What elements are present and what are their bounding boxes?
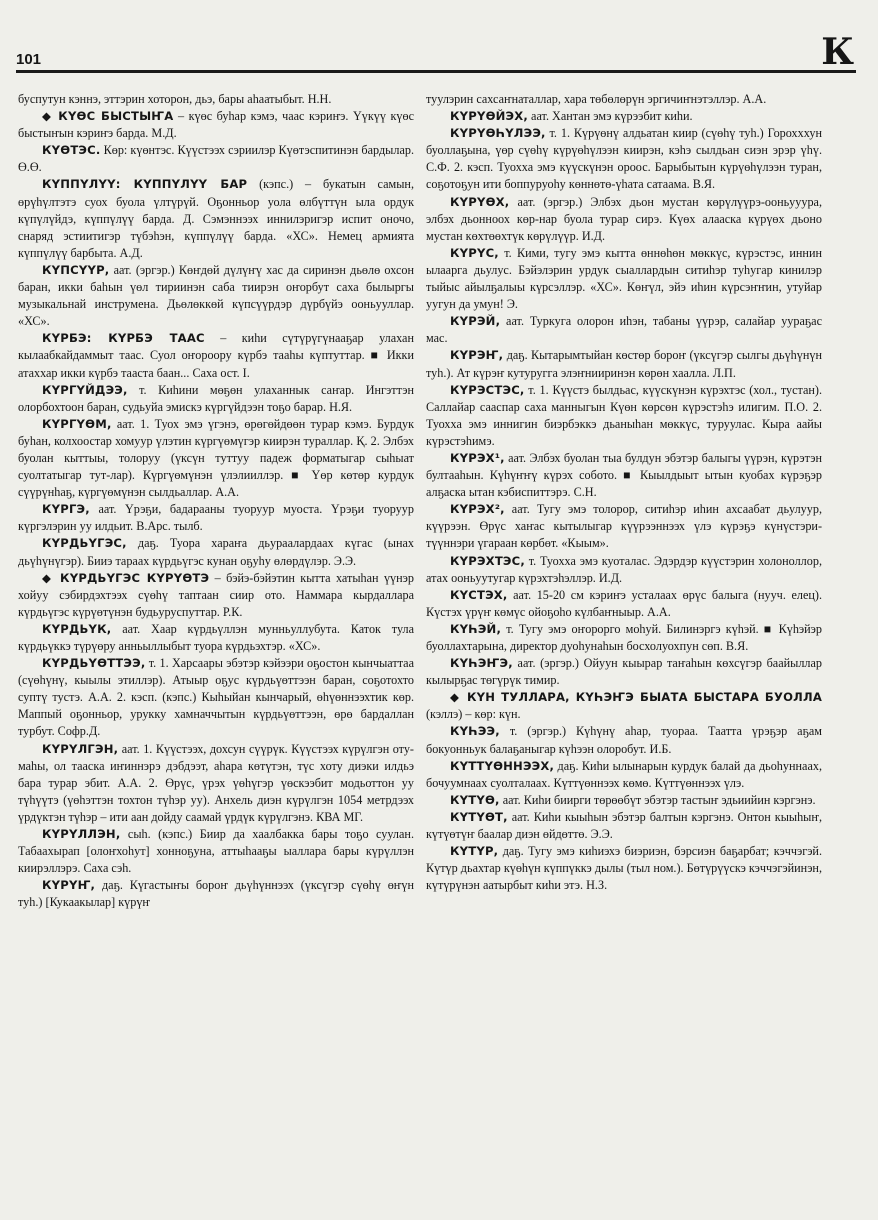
entry-definition: аат. 15-20 см кэриҥэ усталаах өрүс балыга (нууч. елец). Күстэх үрүҥ көмүс ойоҕоһо күлбаҥныыр. А.А. [426,587,822,619]
entry-headword: КҮТҮӨ, [450,792,500,807]
entry-headword: КҮРҮЛГЭН, [42,741,119,756]
dictionary-entry [426,553,822,587]
entry-headword: КҮСТЭХ, [450,587,508,602]
entry-definition: сыһ. (кэпс.) Биир да хаалбакка бары тоҕо суулан. Табаахырап [олоҥхоһут] хонноҕуна, аттыһааҕы ыаллара бары күрүллэн киирэллэрэ. Саха сэһ. [18,827,414,876]
entry-headword: КҮППҮЛҮҮ: КҮППҮЛҮҮ БАР [42,177,248,192]
entry-definition: аат. 1. Күүстээх, дохсун сүүрүк. Күүстээх күрүлгэн оту-маһы, ол тааска иҥиннэрэ дэбдээт, аһара көтүтэн, түс хоту диэки илдьэ бара турар эбит. А.А. 2. Өрүс, үрэх үөһүгэр үөскээбит модьоттон уу түһүүтэ (үөһэттэн тохтон түһэр уу). Анхель диэн күрүлгэн 1054 метрдээх үрдүктэн түһэр – ити аан дойду саамай үрдүк күрүлгэнэ. КВА МГ. [18,741,414,824]
dictionary-entry [18,826,414,877]
entry-definition: т. 1. Күүстэ былдьас, күүскүнэн күрэхтэс (хол., тустан). Саллайар сааспар саха манныгын Күөн көрсөн күрэстэһэ илигим. П.О. 2. Туохха эмэ иннигин биэрбэккэ дьаныһан мөккүс, туруулас. Кыра аайы күрэстэһимэ. [426,382,822,448]
dictionary-entry [18,501,414,535]
dictionary-entry [426,313,822,347]
entry-definition: т. Туохха эмэ куоталас. Эдэрдэр күүстэрин холоноллор, атах ооньуутугар күрэхтэһэллэр. И.Д. [426,553,822,585]
entry-definition: – киһи сүтүрүгүнааҕар улахан кылаабкайдаммыт таас. Суол оҥороору күрбэ тааһы күптуттар. ■ Икки атаххар икки күрбэ тааста баан... Саха ост. I. [18,331,414,380]
dictionary-entry [426,125,822,193]
entry-definition: даҕ. Туора хараҥа дьураалардаах күгас (ынах дьүһүнүгэр). Бииэ тараах күрдьүгэс кунан оҕуһу өлөрдүлэр. Э.Э. [18,536,414,568]
entry-definition: туулэрин сахсаҥнаталлар, хара төбөлөрүн эргичиҥнэтэллэр. А.А. [426,92,767,106]
entry-headword: КҮҺЭЭ, [450,724,500,739]
entry-definition: т. Тугу эмэ оҥорорго моһуй. Билинэргэ күһэй. ■ Күһэйэр буоллахтарына, директор дуоһунаһын босхолуохпун сөп. В.Я. [426,621,822,653]
entry-headword: КҮРҮҤ, [42,878,96,893]
dictionary-entry [426,194,822,245]
dictionary-entry [426,809,822,843]
dictionary-entry [18,382,414,416]
entry-definition: аат. Тугу эмэ толорор, ситиһэр иһин ахсаабат дьулуур, күүрээн. Өрүс хаҥас кытылыгар күүрээннээх үлэ күрэҕэ күнүстэри-түүннэри үгараан көрбөт. «Кыым». [426,502,822,551]
dictionary-entry [18,570,414,621]
entry-headword: ◆ КҮРДЬҮГЭС КҮРҮӨТЭ [42,570,210,585]
entry-headword: КҮРҮӨҺҮЛЭЭ, [450,126,546,141]
dictionary-entry [18,108,414,142]
entry-headword: КҮРҮЛЛЭН, [42,827,121,842]
entry-definition: аат. Туркуга олорон иһэн, табаны үүрэр, салайар уураҕас мас. [426,314,822,346]
entry-definition: т. (эргэр.) Күһүнү аһар, туораа. Таатта үрэҕэр аҕам бокуонньук балаҕаныгар күһээн олоробут. И.Б. [426,724,822,756]
dictionary-entry [18,330,414,381]
entry-headword: ◆ КҮН ТУЛЛАРА, КҮҺЭҤЭ БЫАТА БЫСТАРА БУОЛЛА [450,690,822,705]
entry-definition: аат. Үрэҕи, бадарааны туоруур муоста. Үрэҕи туоруур күргэлэрин уу илдьит. В.Арс. тылб. [18,502,414,534]
entry-definition: аат. Киһи кыыһын эбэтэр балтын кэргэнэ. Онтон кыыһыҥ, күтүөтүҥ баалар диэн өйдөттө. Э.Э. [426,809,822,842]
entry-definition: аат. (эргэр.) Ойуун кыырар таҥаһын көхсүгэр баайыллар кылырҕас төгүрүк тимир. [426,656,822,688]
entry-definition: т. Кими, тугу эмэ кытта өннөһөн мөккүс, күрэстэс, иннин ылаарга дьулус. Бэйэлэрин урдук сыаллардын ситиһэр туһугар кинилэр тыйыс айылҕалыы күрсэллэр. «ХС». Көҥүл, эйэ иһин күрсэҥҥин, утуйар уугун да умун! Э. [426,245,822,312]
entry-definition: аат. Киһи биирги төрөөбүт эбэтэр тастыҥ эдьиийин кэргэнэ. [499,792,816,807]
entry-definition: аат. (эргэр.) Элбэх дьон мустан көрүлүүрэ-ооньууура, элбэх дьонноох көр-нар буола турар сирэ. Күөх алааска күрүөх дьоно мустан көхтөөхтүк көрүлүүр. И.Д. [426,194,822,243]
dictionary-entry [426,91,822,108]
entry-headword: КҮТҮӨТ, [450,809,508,824]
entry-headword: КҮТТҮӨННЭЭХ, [450,758,555,773]
entry-headword: КҮРДЬҮК, [42,621,112,636]
entry-definition: аат. (эргэр.) Көҥдөй дүлүҥү хас да сиринэн дьөлө охсон баран, икки баһын үөл тириинэн саба тиирэн оҥорбут саха былыргы музыкальнай инструмена. Дьөлөккөй күпсүүрдэр дүрбүйэ ооньууллар. «ХС». [18,262,414,329]
dictionary-entry [426,792,822,809]
dictionary-entry [426,723,822,757]
entry-definition: т. 1. Харсаары эбэтэр кэйээри оҕостон кынчыаттаа (сүөһүнү, кыылы этиллэр). Атыыр оҕус күрдьүөттээн баран, соҕотохто суптү тустэ. А.А. 2. кэсп. (кэпс.) Кыһыйан кынчарый, өһүөннээхтик көр. Маппый оҕонньор, урукку хамначчытын күрдьүөттээн, өрө бардаллан турбут. Софр.Д. [18,656,414,739]
entry-definition: аат. Хантан эмэ күрээбит киһи. [527,109,693,124]
dictionary-entry [426,689,822,723]
entry-headword: КҮРЭХТЭС, [450,553,525,568]
dictionary-entry [426,450,822,501]
entry-headword: КҮРЭЙ, [450,314,501,329]
dictionary-entry [18,416,414,501]
entry-headword: КҮҺЭЙ, [450,621,502,636]
entry-headword: КҮРГҮЙДЭЭ, [42,382,128,397]
dictionary-entry [426,843,822,894]
entry-headword: КҮРДЬҮӨТТЭЭ, [42,656,146,671]
entry-definition: аат. 1. Туох эмэ үгэнэ, өрөгөйдөөн турар кэмэ. Бурдук буһан, колхоостар хомуур үлэтин күргүөмүгэр киирэн тураллар. Қ. 2. Элбэх буолан кыттыы, толоруу (үксүн туттуу падеж форматыгар сыһыат суолтатыгар тут-лар). Күргүөмүнэн үлэлииллэр. ■ Үөр көтөр курдук сүүрүнһаҕ, күргүөмүнэн сылдьаллар. А.А. [18,416,414,500]
dictionary-entry [426,501,822,552]
dictionary-entry [18,621,414,655]
dictionary-entry [18,262,414,330]
entry-headword: КҮРҮС, [450,245,499,260]
entry-headword: КҮПСҮҮР, [42,262,110,277]
entry-definition: – күөс буһар кэмэ, чаас кэриҥэ. Үүкүү күөс быстыҥын кэриҥэ барда. М.Д. [18,109,415,141]
entry-definition: даҕ. Кытарымтыйан көстөр бороҥ (үксүгэр сылгы дьүһүнүн туһ.). Ат күрэҥ кутуругга элэҥнииринэн көрөн хаалла. Л.П. [426,348,822,380]
dictionary-entry [426,655,822,689]
entry-definition: (кэллэ) – көр: күн. [426,707,521,722]
dictionary-entry [18,741,414,826]
entry-headword: КҮТҮР, [450,844,499,859]
dictionary-entry [18,91,414,108]
dictionary-entry [18,535,414,569]
entry-definition: даҕ. Тугу эмэ киһиэхэ биэриэн, бэрсиэн баҕарбат; кэччэгэй. Күтүр дьахтар күөһүн күппүккэ дылы (тыл ном.). Бөтүрүүскэ кэччэгэйинэн, күтүрүнэн аатырбыт киһи этэ. Н.З. [426,844,822,893]
dictionary-entry [426,587,822,621]
entry-headword: КҮРДЬҮГЭС, [42,536,127,551]
right-column [426,91,822,894]
left-column [18,91,414,912]
entry-headword: КҮРЭХ¹, [450,450,505,465]
dictionary-entry [18,142,414,176]
entry-definition: даҕ. Киһи ылынарын курдук балай да дьоһуннаах, бочуумнаах суолталаах. Күттүөннээх көмө. Күттүөннээх үлэ. [426,758,822,790]
entry-headword: КҮРЭҤ, [450,348,504,363]
entry-definition: т. 1. Күрүөнү алдьатан киир (сүөһү туһ.) Горохххун буоллаҕына, үөр сүөһү күрүөһүлээн киирэн, кэһэ сылдьан сиэн эрэр үһү. С.Ф. 2. кэсп. Туохха эмэ күүскүнэн ороос. Барыбытын күрүөһүлээн туран, соҕотоҕун ити боппуруоһу көннөтө-үһата сатаама. В.Я. [426,126,822,192]
entry-headword: КҮҺЭҤЭ, [450,656,513,671]
entry-headword: КҮРГЭ, [42,502,90,517]
entry-headword: КҮРЭСТЭС, [450,382,525,397]
dictionary-entry [426,108,822,125]
entry-headword: КҮРГҮӨМ, [42,416,112,431]
entry-definition: (кэпс.) – букатын самын, өрүһүлтэтэ суох буола үлтүрүй. Оҕонньор уола өлбүттүн ыла ордук күпүлүйдэ, күппүлүү барда. Д. Сэмэннээх иннилэригэр испит оночо, снаряд эстиитигэр түбэһэн, күппүлүү барда. «ХС». Немец армията күппүлүү барбыта. А.Д. [18,177,414,260]
entry-headword: ◆ КҮӨС БЫСТЫҤА [42,109,174,124]
entry-headword: КҮРЭХ², [450,502,505,517]
dictionary-entry [18,176,414,261]
page-header [16,28,856,73]
dictionary-entry [426,621,822,655]
dictionary-entry [426,347,822,381]
entry-definition: аат. Хаар күрдьүллэн мунньуллубута. Каток тула күрдьүккэ түрүөру анньыллыбыт туора күрдьэхтэр. «ХС». [18,621,414,653]
dictionary-entry [426,382,822,450]
entry-headword: КҮРҮӨХ, [450,194,510,209]
entry-definition: даҕ. Күгастыҥы бороҥ дьүһүннээх (үксүгэр сүөһү өҥүн туһ.) [Кукаакылар] күрүҥ [18,878,414,910]
dictionary-entry [426,245,822,313]
dictionary-entry [18,877,414,911]
dictionary-entry [18,655,414,740]
page-number: 101 [16,51,42,68]
section-letter: К [821,31,854,73]
entry-definition: аат. Элбэх буолан тыа булдун эбэтэр балыгы үүрэн, күрэтэн бултааһын. Күһүҥҥү күрэх собото. ■ Кыылдыыт ытын куобах күрэҕэр алҕаска ытан кэбиспиттэрэ. С.Н. [426,450,822,500]
entry-headword: КҮРҮӨЙЭХ, [450,109,528,124]
entry-definition: т. Киһини мөҕөн улаханнык саҥар. Ингэттэн олорбохтоон баран, судьуйа эмискэ күргүйдээн тоҕо барар. Н.Я. [18,382,414,414]
dictionary-entry [426,758,822,792]
entry-definition: буспутун кэннэ, эттэрин хоторон, дьэ, бары аһаатыбыт. Н.Н. [18,92,332,106]
entry-headword: КҮӨТЭС. [42,143,101,158]
entry-headword: КҮРБЭ: КҮРБЭ ТААС [42,331,205,346]
entry-definition: Көр: күөнтэс. Күүстээх сэриилэр Күөтэспитинэн бардылар. Ө.Ө. [18,143,414,175]
entry-definition: – бэйэ-бэйэтин кытта хатыһан үүнэр хойуу сэбирдэхтээх сүөһү таптаан сиир ото. Наммара кырдаллара күрдьүгэс күрүөтүнэн будьуруспуттар. Р.К. [18,570,414,619]
